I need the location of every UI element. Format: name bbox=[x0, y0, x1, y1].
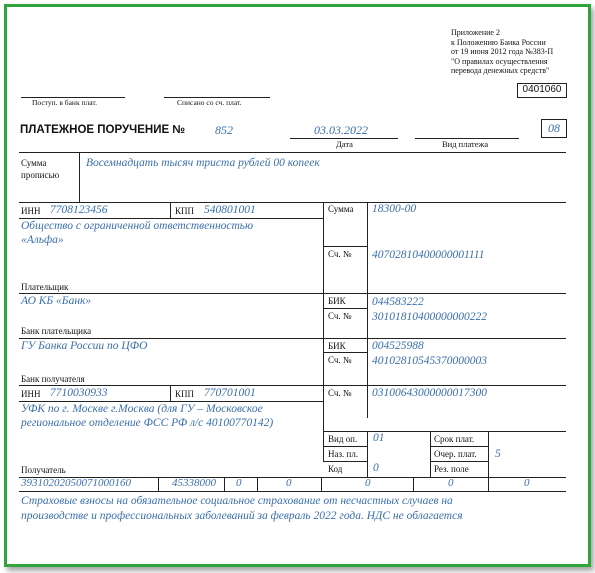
vid-op: 01 bbox=[373, 432, 385, 444]
payee-bik: 004525988 bbox=[372, 340, 424, 352]
payee-acc-label: Сч. № bbox=[328, 388, 352, 398]
grid-line-ops-d bbox=[430, 461, 488, 462]
order-number: 852 bbox=[215, 123, 233, 137]
document-title: ПЛАТЕЖНОЕ ПОРУЧЕНИЕ № bbox=[20, 124, 186, 136]
grid-divider-ops-2 bbox=[430, 431, 431, 477]
tax-oktmo: 45338000 bbox=[172, 477, 216, 489]
tax-field-5: 0 bbox=[365, 477, 371, 489]
grid-line-payee-bik bbox=[323, 352, 367, 353]
payer-bank-name: АО КБ «Банк» bbox=[21, 295, 92, 307]
kod-label: Код bbox=[328, 464, 343, 474]
tax-divider-4 bbox=[321, 477, 322, 491]
kod-value: 0 bbox=[373, 462, 379, 474]
payee-inn-label: ИНН bbox=[21, 389, 41, 399]
grid-line-payer-bank-top bbox=[19, 293, 566, 294]
payee-label: Получатель bbox=[21, 465, 66, 475]
tax-divider-6 bbox=[488, 477, 489, 491]
tax-kbk: 39310202050071000160 bbox=[21, 477, 131, 489]
amount-words-label bbox=[21, 157, 59, 181]
payee-name bbox=[21, 402, 273, 430]
payer-bank-label: Банк плательщика bbox=[21, 326, 92, 336]
grid-line-payer-bik bbox=[323, 308, 367, 309]
grid-line-ops-c bbox=[323, 461, 367, 462]
grid-line-tax-bottom bbox=[19, 491, 566, 492]
payment-purpose-line-1: Страховые взносы на обязательное социальное страхование от несчастных случаев на bbox=[21, 495, 453, 507]
grid-line-ops-a bbox=[323, 446, 367, 447]
debited-label: Списано со сч. плат. bbox=[177, 98, 242, 107]
appendix-line-1: Приложение 2 bbox=[451, 28, 500, 37]
amount-words-value: Восемнадцать тысяч триста рублей 00 копеек bbox=[86, 157, 320, 169]
srok-label: Срок плат. bbox=[434, 434, 475, 444]
grid-divider-inn-kpp bbox=[170, 202, 171, 218]
grid-divider-ops-1 bbox=[367, 431, 368, 477]
payer-inn: 7708123456 bbox=[50, 204, 108, 216]
payer-bank-acc: 30101810400000000222 bbox=[372, 311, 487, 323]
tax-divider-5 bbox=[413, 477, 414, 491]
payer-inn-label: ИНН bbox=[21, 206, 41, 216]
payee-bank-acc: 40102810545370000003 bbox=[372, 355, 487, 367]
payer-name bbox=[21, 219, 253, 247]
payer-name-line-1: Общество с ограниченной ответственностью bbox=[21, 220, 254, 232]
tax-field-4: 0 bbox=[286, 477, 292, 489]
appendix-line-5: перевода денежных средств" bbox=[451, 66, 550, 75]
amount-words-top-line bbox=[19, 152, 566, 153]
payee-bank-label: Банк получателя bbox=[21, 374, 85, 384]
tax-field-7: 0 bbox=[524, 477, 530, 489]
payer-label: Плательщик bbox=[21, 282, 69, 292]
payment-purpose bbox=[21, 494, 463, 524]
date-label: Дата bbox=[336, 139, 353, 149]
payer-bik-label: БИК bbox=[328, 296, 346, 306]
tax-divider-1 bbox=[158, 477, 159, 491]
payee-name-line-2: региональное отделение ФСС РФ л/с 40100770142) bbox=[21, 417, 274, 429]
payee-bik-label: БИК bbox=[328, 341, 346, 351]
tax-divider-3 bbox=[257, 477, 258, 491]
sum-value: 18300-00 bbox=[372, 203, 417, 215]
payer-name-line-2: «Альфа» bbox=[21, 234, 64, 246]
amount-words-label-2: прописью bbox=[21, 170, 60, 180]
rez-label: Рез. поле bbox=[434, 464, 469, 474]
payee-bank-acc-label: Сч. № bbox=[328, 355, 352, 365]
payment-type-label: Вид платежа bbox=[442, 139, 489, 149]
amount-words-divider bbox=[79, 152, 80, 202]
grid-line-sum-acc bbox=[323, 246, 367, 247]
payer-account: 40702810400000001111 bbox=[372, 249, 485, 261]
grid-line-payer-top bbox=[19, 202, 566, 203]
appendix-line-4: "О правилах осуществления bbox=[451, 56, 548, 66]
naz-label: Наз. пл. bbox=[328, 449, 359, 459]
payer-kpp-label: КПП bbox=[175, 206, 195, 216]
appendix-line-2: к Положению Банка России bbox=[451, 37, 546, 47]
ocher-value: 5 bbox=[495, 448, 501, 460]
payment-purpose-line-2: производстве и профессиональных заболеваний за февраль 2022 года. НДС не облагается bbox=[21, 510, 463, 522]
payer-bik: 044583222 bbox=[372, 296, 424, 308]
amount-words-label-1: Сумма bbox=[21, 158, 47, 168]
sum-label: Сумма bbox=[328, 204, 354, 214]
tax-divider-2 bbox=[224, 477, 225, 491]
tax-field-6: 0 bbox=[448, 477, 454, 489]
payee-acc: 03100643000000017300 bbox=[372, 387, 487, 399]
grid-line-ops-top bbox=[323, 431, 566, 432]
grid-divider-payee-inn-kpp bbox=[170, 385, 171, 401]
appendix-line-3: от 19 июня 2012 года №383-П bbox=[451, 47, 554, 56]
payer-account-label: Сч. № bbox=[328, 249, 352, 259]
payer-kpp: 540801001 bbox=[204, 204, 256, 216]
status-code: 08 bbox=[548, 121, 560, 135]
received-label: Поступ. в банк плат. bbox=[32, 98, 97, 107]
payee-bank-name: ГУ Банка России по ЦФО bbox=[21, 340, 148, 352]
grid-divider-ops-3 bbox=[488, 431, 489, 477]
grid-divider-main bbox=[323, 202, 324, 462]
form-code: 0401060 bbox=[522, 84, 562, 95]
appendix-note bbox=[451, 28, 553, 76]
ocher-label: Очер. плат. bbox=[434, 449, 477, 459]
grid-line-payee-bank-top bbox=[19, 338, 566, 339]
grid-line-ops-b bbox=[430, 446, 488, 447]
payee-kpp-label: КПП bbox=[175, 389, 195, 399]
payee-name-line-1: УФК по г. Москве г.Москва (для ГУ – Московское bbox=[21, 403, 263, 415]
vid-op-label: Вид оп. bbox=[328, 434, 358, 444]
payee-kpp: 770701001 bbox=[204, 387, 256, 399]
tax-field-3: 0 bbox=[236, 477, 242, 489]
order-date: 03.03.2022 bbox=[314, 123, 368, 137]
payee-inn: 7710030933 bbox=[50, 387, 108, 399]
grid-line-payee-top bbox=[19, 385, 566, 386]
payer-bank-acc-label: Сч. № bbox=[328, 311, 352, 321]
